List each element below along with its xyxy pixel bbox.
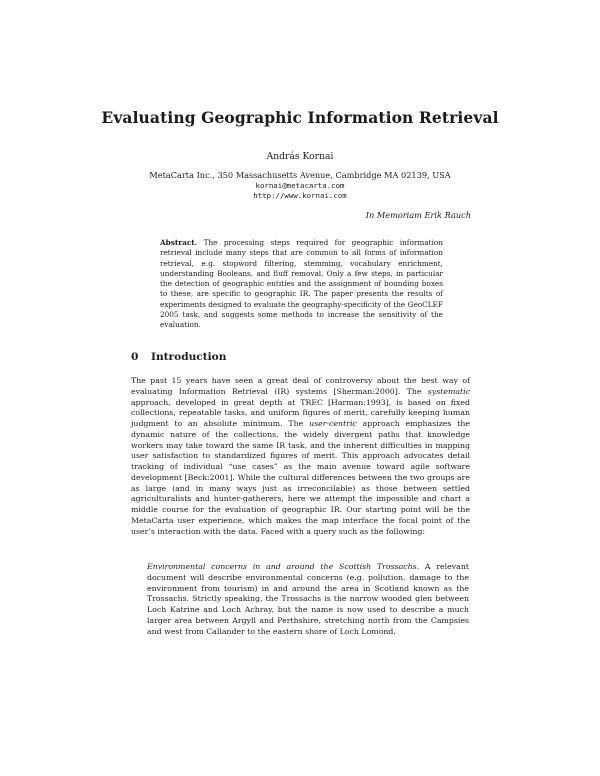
author-affiliation-block xyxy=(0,170,600,202)
text-run: approach emphasizes the dynamic nature of the collections, the widely divergent paths that knowledge workers may take toward the same IR task, and the inherent difficulties in mapping user satisfaction to standardized figures of merit. This approach advocates detail tracking of individual “use cases” as the main avenue toward agile software development [Beck:2001]. While the cultural differences between the two groups are as large (and in many ways just as irreconcilable) as those between settled agriculturalists and hunter-gatherers, here we attempt the impossible and chart a middle course for the evaluation of geographic IR. Our starting point will be the MetaCarta user experience, which makes the map interface the focal point of the user’s interaction with the data. Faced with a query such as the following: xyxy=(131,419,470,536)
affiliation-address: MetaCarta Inc., 350 Massachusetts Avenue, Cambridge MA 02139, USA xyxy=(149,170,451,180)
author-name: András Kornai xyxy=(266,151,334,162)
author-email: kornai@metacarta.com xyxy=(255,180,345,190)
section-number: 0 xyxy=(131,351,139,363)
abstract-label: Abstract. xyxy=(160,238,198,247)
author-url: http://www.kornai.com xyxy=(253,191,347,201)
dedication: In Memoriam Erik Rauch xyxy=(365,210,471,220)
query-text: A relevant document will describe environmental concerns (e.g. pollution, damage to the environment from tourism) in and around the area in Scotland known as the Trossachs. Strictly speaking, the Trossachs is the narrow wooded glen between Loch Katrine and Loch Achray, but the name is now used to describe a much larger area between Argyll and Perthshire, stretching north from the Campsies and west from Callander to the eastern shore of Loch Lomond. xyxy=(147,562,469,636)
example-query xyxy=(147,562,469,637)
body-text xyxy=(131,376,470,537)
section-title: Introduction xyxy=(151,351,227,363)
text-run: approach, developed in great depth at TREC [Harman:1993], is based on fixed collections, repeatable tasks, and uniform figures of merit, carefully keeping human judgment to an absolute minimum. The xyxy=(131,397,470,428)
abstract xyxy=(160,238,443,331)
query-title: Environmental concerns in and around the Scottish Trossachs. xyxy=(147,562,420,571)
paper-title: Evaluating Geographic Information Retrieval xyxy=(101,108,499,127)
emphasis-user-centric: user-centric xyxy=(309,419,357,428)
text-run: The past 15 years have seen a great deal of controversy about the best way of evaluating Information Retrieval (IR) systems [Sherman:2000]. The xyxy=(131,376,470,396)
emphasis-systematic: systematic xyxy=(427,386,470,396)
paragraph xyxy=(131,376,470,537)
section-heading xyxy=(131,351,226,363)
abstract-text: The processing steps required for geographic information retrieval include many steps that are common to all forms of information retrieval, e.g. stopword filtering, stemming, vocabulary enrichment, understanding Booleans, and fluff removal. Only a few steps, in particular the detection of geographic entities and the assignment of bounding boxes to these, are specific to geographic IR. The paper presents the results of experiments designed to evaluate the geography-specificity of the GeoCLEF 2005 task, and suggests some methods to increase the sensitivity of the evaluation. xyxy=(160,238,444,330)
